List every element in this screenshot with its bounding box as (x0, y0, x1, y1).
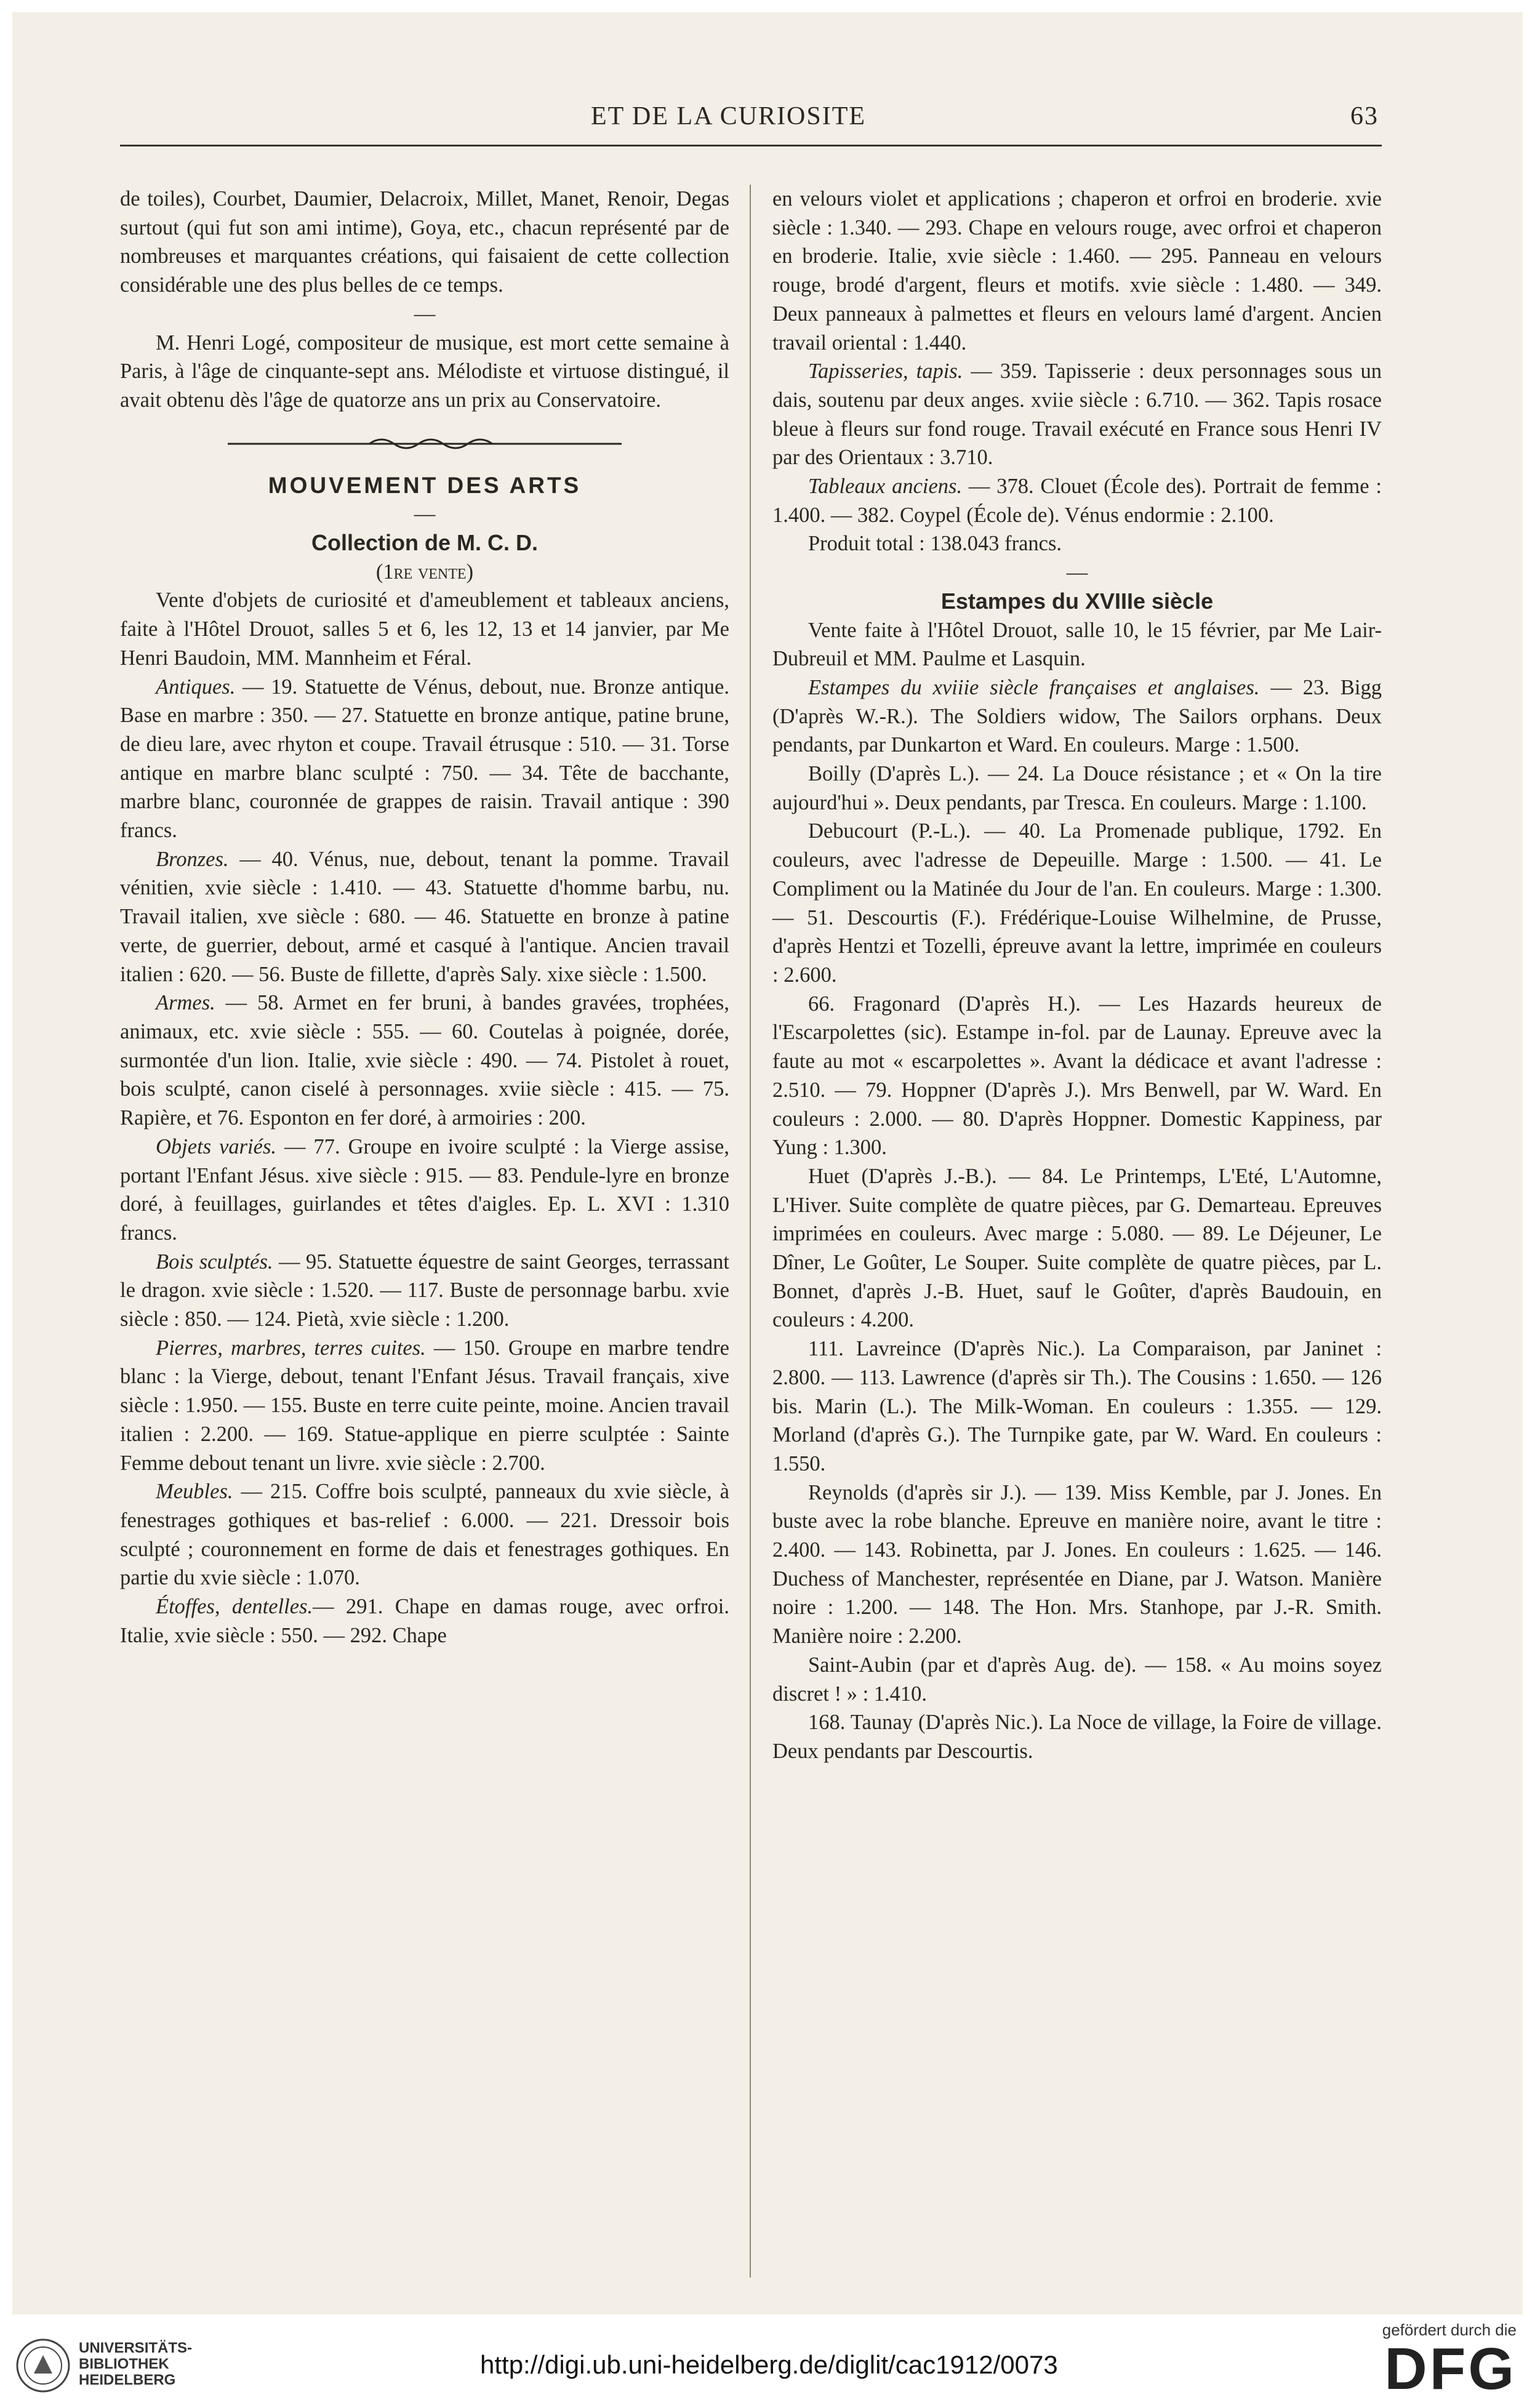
header-rule (120, 145, 1382, 146)
page-number: 63 (1350, 102, 1379, 130)
running-head (123, 102, 1379, 138)
lot-text: — 40. Vénus, nue, debout, tenant la pomme. Travail vénitien, xvie siècle : 1.410. — 43. Statuette d'homme barbu, nu. Travail italien, xve siècle : 680. — 46. Statuette en bronze à patine verte, de guerrier, debout, armé et casqué à l'antique. Ancien travail italien : 620. — 56. Buste de fillette, d'après Saly. xixe siècle : 1.500. (120, 847, 729, 986)
collection-subtitle: (1re vente) (375, 560, 474, 584)
lot-text: — 291. Chape en damas rouge, avec orfroi. Italie, xvie siècle : 550. — 292. Chape (120, 1595, 729, 1647)
lot-text: — 77. Groupe en ivoire sculpté : la Vierge assise, portant l'Enfant Jésus. xive siècle : 915. — 83. Pendule-lyre en bronze doré, à feuillages, guirlandes et têtes d'aigles. Ep. L. XVI : 1.310 francs. (120, 1134, 729, 1245)
category-label: Tapisseries, tapis. (808, 359, 963, 383)
sale-total: Produit total : 138.043 francs. (808, 532, 1062, 556)
category-label: Antiques. (156, 675, 236, 699)
paragraph: Vente faite à l'Hôtel Drouot, salle 10, le 15 février, par Me Lair-Dubreuil et MM. Paulme et Lasquin. (772, 618, 1382, 671)
separator-dash: — (414, 302, 436, 326)
institution-name (79, 2340, 192, 2388)
lot-paragraph (120, 1477, 729, 1592)
category-label: Objets variés. (156, 1134, 277, 1158)
category-label: Meubles. (156, 1480, 233, 1504)
digitization-footer (0, 2314, 1535, 2408)
university-seal-icon (15, 2338, 71, 2393)
lot-text: — 150. Groupe en marbre tendre blanc : la Vierge, debout, tenant l'Enfant Jésus. Travail français, xive siècle : 1.950. — 155. Buste en terre cuite peinte, moine. Ancien travail italien : 2.200. — 169. Statue-applique en pierre sculptée : Sainte Femme debout tenant un livre. xvie siècle : 2.700. (120, 1336, 729, 1475)
lot-text: — 19. Statuette de Vénus, debout, nue. Bronze antique. Base en marbre : 350. — 27. Statuette en bronze antique, patine brune, de dieu lare, avec rhyton et coupe. Travail étrusque : 510. — 31. Torse antique en marbre blanc sculpté : 750. — 34. Tête de bacchante, marbre blanc, couronnée de grappes de raisin. Travail antique : 390 francs. (120, 675, 729, 843)
lot-paragraph (120, 1592, 729, 1650)
paragraph: M. Henri Logé, compositeur de musique, est mort cette semaine à Paris, à l'âge de cinquante-sept ans. Mélodiste et virtuose distingué, il avait obtenu dès l'âge de quatorze ans un prix au Conservatoire. (120, 331, 729, 412)
funding-text: gefördert durch die (1382, 2321, 1517, 2339)
lot-paragraph (772, 357, 1382, 472)
source-url-link[interactable]: http://digi.ub.uni-heidelberg.de/diglit/cac1912/0073 (480, 2350, 1058, 2379)
lot-paragraph (120, 1334, 729, 1478)
paragraph: Reynolds (d'après sir J.). — 139. Miss Kemble, par J. Jones. En buste avec la robe blanche. Epreuve en manière noire, avant le titre : 2.400. — 143. Robinetta, par J. Jones. En couleurs : 1.625. — 146. Duchess of Manchester, représentée en Diane, par J. Watson. Manière noire : 1.200. — 148. The Hon. Mrs. Stanhope, par J.-R. Smith. Manière noire : 2.200. (772, 1480, 1382, 1648)
lot-paragraph (772, 472, 1382, 529)
institution-line: UNIVERSITÄTS- (79, 2340, 193, 2356)
category-label: Étoffes, dentelles. (156, 1595, 313, 1619)
ornament-divider (228, 436, 622, 452)
paragraph: Huet (D'après J.-B.). — 84. Le Printemps, L'Eté, L'Automne, L'Hiver. Suite complète de quatre pièces, par G. Demarteau. Epreuves imprimées en couleurs. Avec marge : 5.080. — 89. Le Déjeuner, Le Dîner, Le Goûter, Le Souper. Suite complète de quatre pièces, par L. Bonnet, d'après J.-B. Huet, sauf le Goûter, d'après Baudouin, en couleurs : 4.200. (772, 1164, 1382, 1332)
category-label: Bronzes. (156, 847, 229, 871)
lot-text: — 58. Armet en fer bruni, à bandes gravées, trophées, animaux, etc. xvie siècle : 555. — 60. Coutelas à poignée, dorée, surmontée d'un lion. Italie, xvie siècle : 490. — 74. Pistolet à rouet, bois sculpté, canon ciselé à personnages. xviie siècle : 415. — 75. Rapière, et 76. Esponton en fer doré, à armoiries : 200. (120, 991, 729, 1130)
lot-paragraph (120, 1248, 729, 1334)
lot-text: — 378. Clouet (École des). Portrait de femme : 1.400. — 382. Coypel (École de). Vénus endormie : 2.100. (772, 475, 1382, 527)
section-title: MOUVEMENT DES ARTS (268, 472, 582, 498)
institution-line: HEIDELBERG (79, 2372, 176, 2388)
paragraph: Vente d'objets de curiosité et d'ameublement et tableaux anciens, faite à l'Hôtel Drouot, salles 5 et 6, les 12, 13 et 14 janvier, par Me Henri Baudoin, MM. Mannheim et Féral. (120, 588, 729, 670)
lot-text: — 23. Bigg (D'après W.-R.). The Soldiers widow, The Sailors orphans. Deux pendants, par Dunkarton et Ward. En couleurs. Marge : 1.500. (772, 675, 1382, 757)
institution-line: BIBLIOTHEK (79, 2356, 169, 2372)
collection-title: Collection de M. C. D. (311, 530, 538, 556)
paragraph: 111. Lavreince (D'après Nic.). La Comparaison, par Janinet : 2.800. — 113. Lawrence (d'après sir Th.). The Cousins : 1.650. — 126 bis. Marin (L.). The Milk-Woman. En couleurs : 1.355. — 129. Morland (d'après G.). The Turnpike gate, par W. Ward. En couleurs : 1.550. (772, 1337, 1382, 1475)
paragraph: Debucourt (P.-L.). — 40. La Promenade publique, 1792. En couleurs, avec l'adresse de Depeuille. Marge : 1.500. — 41. Le Compliment ou la Matinée du Jour de l'an. En couleurs. Marge : 1.300. — 51. Descourtis (F.). Frédérique-Louise Wilhelmine, de Prusse, d'après Hentzi et Tozelli, épreuve avant la lettre, imprimée en couleurs : 2.600. (772, 819, 1382, 987)
left-column (120, 185, 729, 1650)
lot-paragraph (120, 989, 729, 1133)
lot-paragraph (120, 1133, 729, 1248)
column-divider (750, 185, 751, 2278)
paragraph: de toiles), Courbet, Daumier, Delacroix, Millet, Manet, Renoir, Degas surtout (qui fut son ami intime), Goya, etc., chacun représenté par de nombreuses et marquantes créations, qui faisaient de cette collection considérable une des plus belles de ce temps. (120, 187, 729, 297)
lot-paragraph (772, 673, 1382, 760)
paragraph: Boilly (D'après L.). — 24. La Douce résistance ; et « On la tire aujourd'hui ». Deux pendants, par Tresca. En couleurs. Marge : 1.100. (772, 762, 1382, 814)
lot-paragraph (120, 673, 729, 845)
paragraph: 66. Fragonard (D'après H.). — Les Hazards heureux de l'Escarpolettes (sic). Estampe in-fol. par de Launay. Epreuve avec la faute au mot « escarpolettes ». Avant la dédicace et avant l'adresse : 2.510. — 79. Hoppner (D'après J.). Mrs Benwell, par W. Ward. En couleurs : 2.000. — 80. D'après Hoppner. Domestic Kappiness, par Yung : 1.300. (772, 992, 1382, 1160)
lot-paragraph (120, 845, 729, 989)
separator-dash: — (1066, 561, 1088, 585)
category-label: Armes. (156, 991, 215, 1015)
dfg-logo: DFG (1384, 2336, 1517, 2402)
paragraph: Saint-Aubin (par et d'après Aug. de). — 158. « Au moins soyez discret ! » : 1.410. (772, 1653, 1382, 1706)
lot-text: — 359. Tapisserie : deux personnages sous un dais, soutenu par deux anges. xviie siècle : 6.710. — 362. Tapis rosace bleue à fleurs sur fond rouge. Travail exécuté en France sous Henri IV par des Orientaux : 3.710. (772, 359, 1382, 470)
right-column (772, 185, 1382, 1766)
category-label: Estampes du xviiie siècle françaises et anglaises. (808, 675, 1260, 699)
running-title: ET DE LA CURIOSITE (591, 102, 867, 130)
estampes-title: Estampes du XVIIIe siècle (940, 588, 1214, 614)
funding-credit (1382, 2321, 1517, 2402)
separator-dash: — (414, 502, 436, 526)
lot-text: — 215. Coffre bois sculpté, panneaux du xvie siècle, à fenestrages gothiques et bas-relief : 6.000. — 221. Dressoir bois sculpté ; couronnement en forme de dais et fenestrages gothiques. En partie du xvie siècle : 1.070. (120, 1480, 729, 1590)
category-label: Bois sculptés. (156, 1250, 273, 1274)
category-label: Tableaux anciens. (808, 475, 963, 499)
paragraph: en velours violet et applications ; chaperon et orfroi en broderie. xvie siècle : 1.340. — 293. Chape en velours rouge, avec orfroi et chaperon en broderie. Italie, xvie siècle : 1.460. — 295. Panneau en velours rouge, brodé d'argent, fleurs et motifs. xvie siècle : 1.480. — 349. Deux panneaux à palmettes et fleurs en velours lamé d'argent. Ancien travail oriental : 1.440. (772, 187, 1382, 355)
paragraph: 168. Taunay (D'après Nic.). La Noce de village, la Foire de village. Deux pendants par Descourtis. (772, 1711, 1382, 1763)
lot-text: — 95. Statuette équestre de saint Georges, terrassant le dragon. xvie siècle : 1.520. — 117. Buste de personnage barbu. xvie siècle : 850. — 124. Pietà, xvie siècle : 1.200. (120, 1250, 729, 1331)
category-label: Pierres, marbres, terres cuites. (156, 1336, 426, 1360)
